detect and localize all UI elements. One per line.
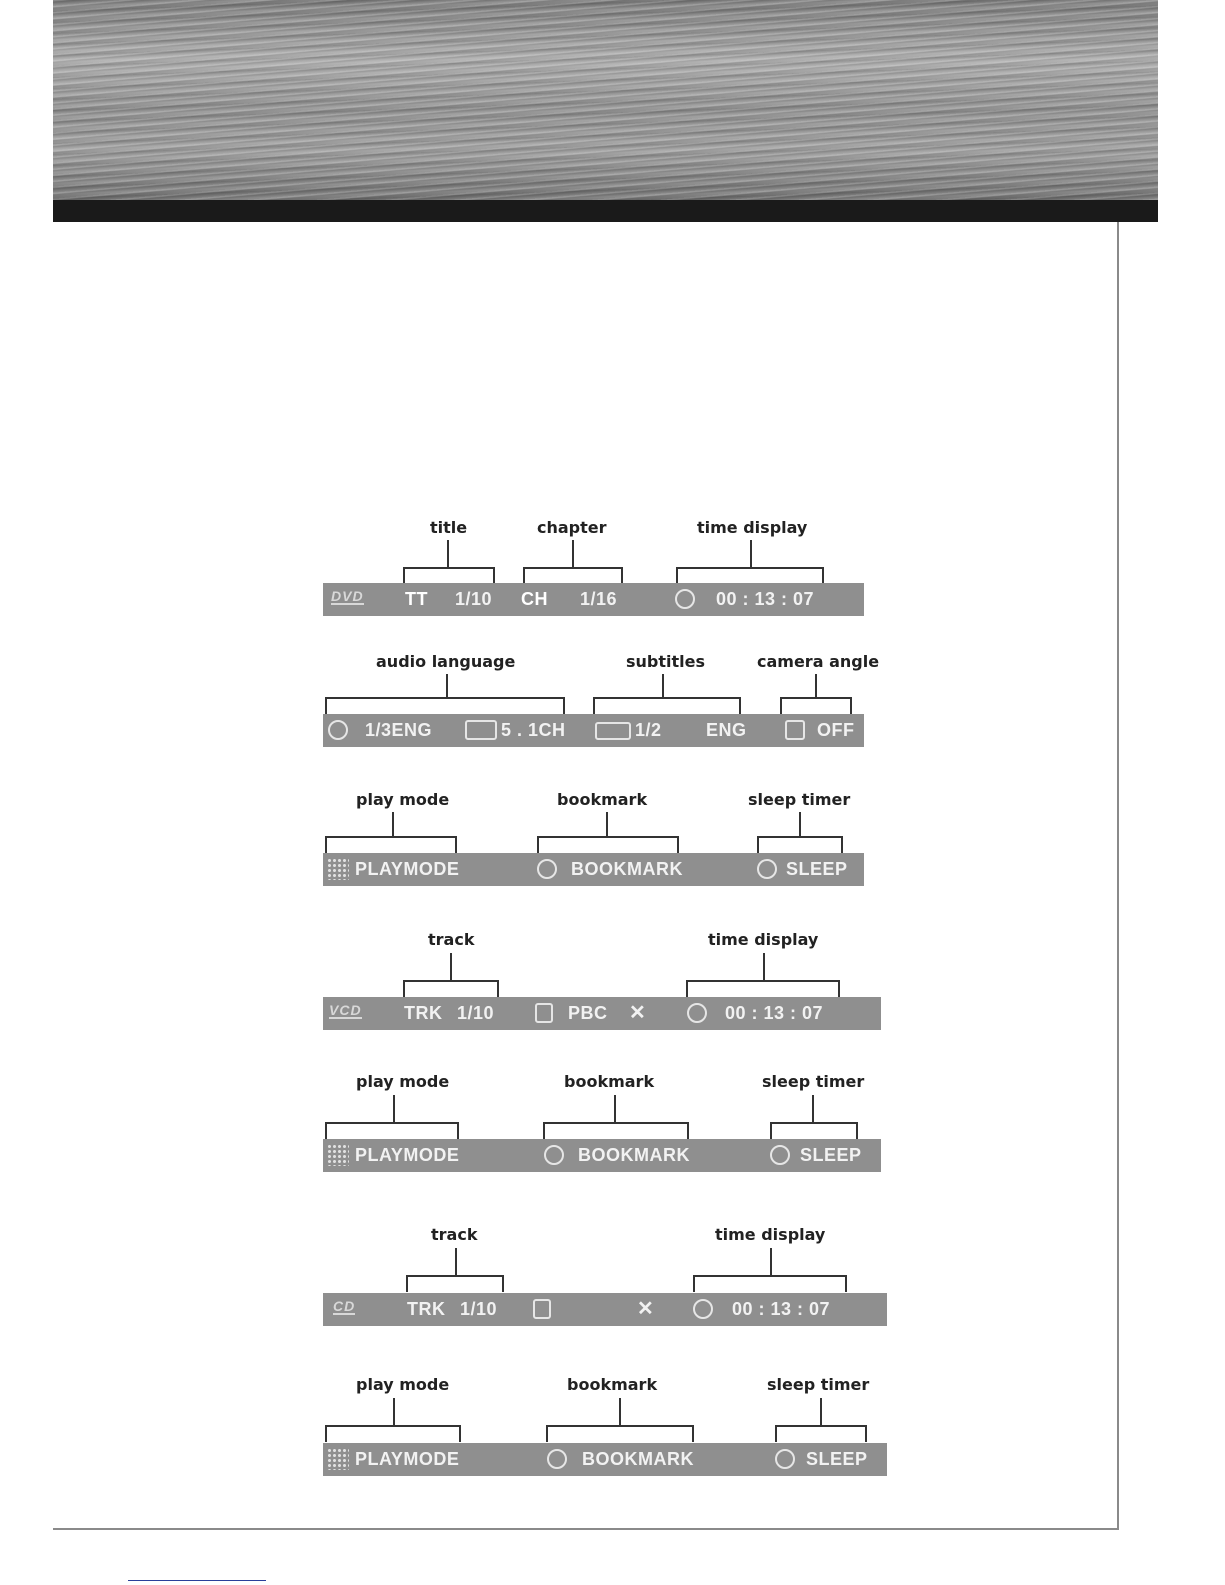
bookmark-value: BOOKMARK bbox=[571, 859, 683, 879]
annotation-chapter: chapter bbox=[537, 518, 607, 537]
playmode-icon bbox=[327, 1448, 349, 1470]
callout-bracket bbox=[325, 697, 565, 714]
right-page-rule bbox=[1117, 222, 1119, 1530]
track-label: TRK bbox=[404, 1003, 443, 1023]
annotation-play-mode: play mode bbox=[356, 790, 450, 809]
pbc-label: PBC bbox=[568, 1003, 608, 1023]
repeat-off-icon: ✕ bbox=[629, 1002, 647, 1024]
time-value: 00 : 13 : 07 bbox=[716, 589, 815, 609]
callout-stem bbox=[815, 674, 817, 698]
camera-icon bbox=[785, 720, 805, 740]
annotation-title: title bbox=[430, 518, 468, 537]
callout-stem bbox=[393, 1095, 395, 1123]
callout-stem bbox=[750, 540, 752, 568]
annotation-track: track bbox=[431, 1225, 478, 1244]
annotation-subtitles: subtitles bbox=[626, 652, 706, 671]
annotation-sleep-timer: sleep timer bbox=[762, 1072, 865, 1091]
title-label: TT bbox=[405, 589, 428, 609]
callout-stem bbox=[572, 540, 574, 568]
callout-stem bbox=[450, 953, 452, 981]
header-banner-image bbox=[53, 0, 1158, 200]
callout-bracket bbox=[770, 1122, 858, 1139]
callout-stem bbox=[606, 812, 608, 837]
callout-bracket bbox=[686, 980, 840, 997]
bookmark-icon bbox=[537, 859, 557, 879]
footer-link-underline bbox=[128, 1580, 266, 1581]
bookmark-icon bbox=[544, 1145, 564, 1165]
speaker-icon bbox=[535, 1003, 553, 1023]
callout-stem bbox=[820, 1398, 822, 1426]
callout-stem bbox=[447, 540, 449, 568]
repeat-off-icon: ✕ bbox=[637, 1298, 655, 1320]
callout-bracket bbox=[403, 567, 495, 584]
header-bar bbox=[53, 200, 1158, 222]
annotation-sleep-timer: sleep timer bbox=[748, 790, 851, 809]
sleep-value: SLEEP bbox=[806, 1449, 868, 1469]
time-value: 00 : 13 : 07 bbox=[732, 1299, 831, 1319]
callout-stem bbox=[392, 812, 394, 837]
callout-stem bbox=[455, 1248, 457, 1276]
callout-stem bbox=[446, 674, 448, 698]
sleep-icon bbox=[757, 859, 777, 879]
annotation-time-display: time display bbox=[715, 1225, 826, 1244]
track-value: 1/10 bbox=[460, 1299, 498, 1319]
playmode-icon bbox=[327, 1144, 349, 1166]
audio-disc-icon bbox=[328, 720, 348, 740]
callout-stem bbox=[619, 1398, 621, 1426]
playmode-value: PLAYMODE bbox=[355, 1145, 460, 1165]
annotation-track: track bbox=[428, 930, 475, 949]
dolby-value: 5 . 1CH bbox=[501, 720, 566, 740]
callout-bracket bbox=[593, 697, 741, 714]
speaker-icon bbox=[533, 1299, 551, 1319]
annotation-play-mode: play mode bbox=[356, 1375, 450, 1394]
callout-stem bbox=[770, 1248, 772, 1276]
clock-icon bbox=[675, 589, 695, 609]
annotation-bookmark: bookmark bbox=[557, 790, 648, 809]
vcd-mode-bar bbox=[323, 1139, 881, 1172]
time-value: 00 : 13 : 07 bbox=[725, 1003, 824, 1023]
bottom-page-rule bbox=[53, 1528, 1119, 1530]
vcd-logo: VCD bbox=[329, 1002, 362, 1018]
chapter-value: 1/16 bbox=[580, 589, 618, 609]
vcd-status-bar bbox=[323, 997, 881, 1030]
subtitle-number: 1/2 bbox=[635, 720, 662, 740]
dvd-mode-bar bbox=[323, 853, 864, 886]
cd-mode-bar bbox=[323, 1443, 887, 1476]
callout-bracket bbox=[325, 836, 457, 853]
callout-bracket bbox=[693, 1275, 847, 1292]
bookmark-value: BOOKMARK bbox=[578, 1145, 690, 1165]
callout-bracket bbox=[325, 1425, 461, 1442]
audio-value: 1/3ENG bbox=[365, 720, 433, 740]
sleep-value: SLEEP bbox=[786, 859, 848, 879]
cd-status-bar bbox=[323, 1293, 887, 1326]
bookmark-icon bbox=[547, 1449, 567, 1469]
playmode-value: PLAYMODE bbox=[355, 859, 460, 879]
callout-bracket bbox=[406, 1275, 504, 1292]
dvd-audio-bar bbox=[323, 714, 864, 747]
callout-stem bbox=[662, 674, 664, 698]
dvd-status-bar bbox=[323, 583, 864, 616]
subtitle-icon bbox=[595, 722, 631, 740]
track-label: TRK bbox=[407, 1299, 446, 1319]
chapter-label: CH bbox=[521, 589, 548, 609]
sleep-value: SLEEP bbox=[800, 1145, 862, 1165]
title-value: 1/10 bbox=[455, 589, 493, 609]
playmode-icon bbox=[327, 858, 349, 880]
annotation-time-display: time display bbox=[708, 930, 819, 949]
sleep-icon bbox=[775, 1449, 795, 1469]
annotation-play-mode: play mode bbox=[356, 1072, 450, 1091]
cd-logo: CD bbox=[333, 1298, 356, 1314]
callout-stem bbox=[812, 1095, 814, 1123]
annotation-camera-angle: camera angle bbox=[757, 652, 880, 671]
callout-bracket bbox=[523, 567, 623, 584]
dvd-logo: DVD bbox=[331, 588, 364, 604]
callout-bracket bbox=[757, 836, 843, 853]
dolby-icon bbox=[465, 720, 497, 740]
callout-bracket bbox=[543, 1122, 689, 1139]
track-value: 1/10 bbox=[457, 1003, 495, 1023]
clock-icon bbox=[687, 1003, 707, 1023]
callout-bracket bbox=[780, 697, 852, 714]
angle-value: OFF bbox=[817, 720, 855, 740]
callout-bracket bbox=[546, 1425, 694, 1442]
callout-stem bbox=[614, 1095, 616, 1123]
subtitle-language: ENG bbox=[706, 720, 747, 740]
callout-bracket bbox=[537, 836, 679, 853]
annotation-bookmark: bookmark bbox=[567, 1375, 658, 1394]
sleep-icon bbox=[770, 1145, 790, 1165]
annotation-audio-language: audio language bbox=[376, 652, 516, 671]
annotation-time-display: time display bbox=[697, 518, 808, 537]
callout-bracket bbox=[403, 980, 499, 997]
callout-stem bbox=[763, 953, 765, 981]
callout-bracket bbox=[775, 1425, 867, 1442]
playmode-value: PLAYMODE bbox=[355, 1449, 460, 1469]
bookmark-value: BOOKMARK bbox=[582, 1449, 694, 1469]
clock-icon bbox=[693, 1299, 713, 1319]
callout-bracket bbox=[676, 567, 824, 584]
callout-stem bbox=[799, 812, 801, 837]
annotation-sleep-timer: sleep timer bbox=[767, 1375, 870, 1394]
callout-stem bbox=[393, 1398, 395, 1426]
annotation-bookmark: bookmark bbox=[564, 1072, 655, 1091]
callout-bracket bbox=[325, 1122, 459, 1139]
